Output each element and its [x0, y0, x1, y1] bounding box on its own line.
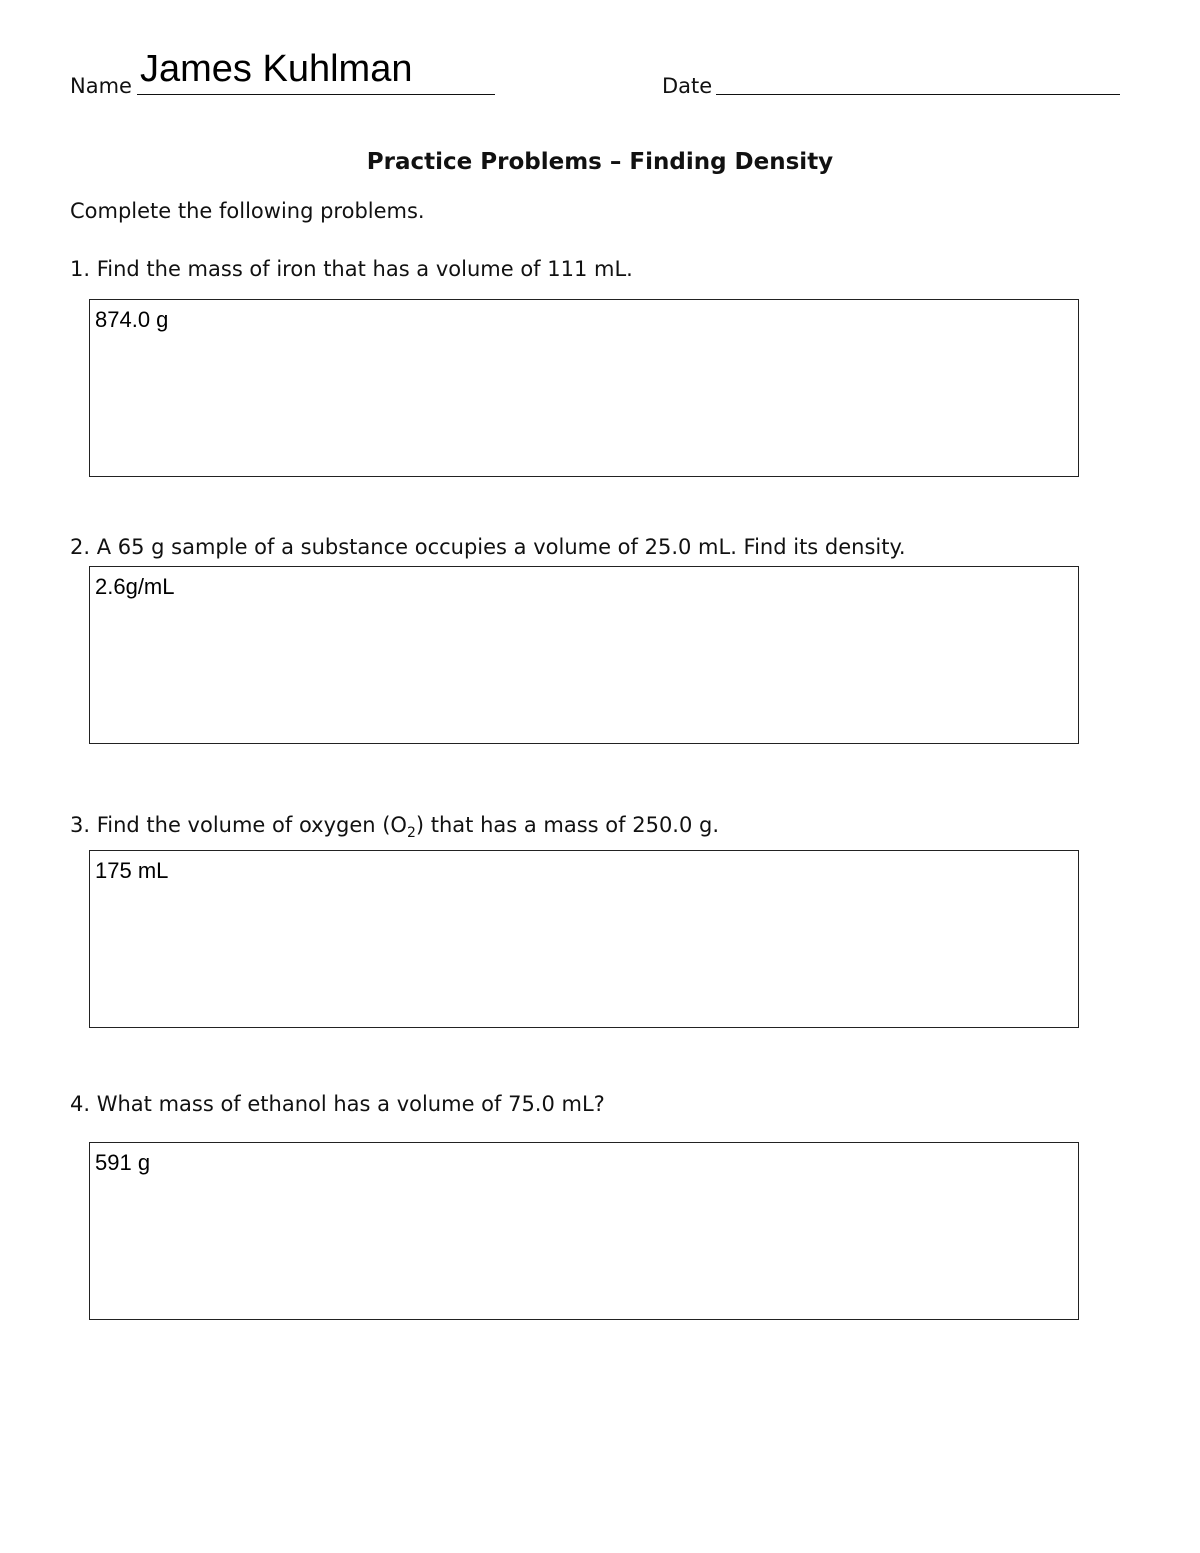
question-1: 1. Find the mass of iron that has a volume of 111 mL. [70, 257, 633, 281]
name-label: Name [70, 74, 132, 98]
page-title: Practice Problems – Finding Density [366, 149, 834, 175]
question-3-subscript: 2 [406, 825, 416, 842]
date-label: Date [662, 74, 713, 98]
question-2: 2. A 65 g sample of a substance occupies a volume of 25.0 mL. Find its density. [70, 535, 906, 559]
answer-box-3[interactable] [89, 850, 1079, 1028]
question-3-text-start: 3. Find the volume of oxygen (O [70, 813, 407, 837]
instructions: Complete the following problems. [70, 199, 425, 223]
name-underline [137, 94, 495, 95]
answer-box-1[interactable] [89, 299, 1079, 477]
date-underline [716, 94, 1120, 95]
name-field[interactable]: James Kuhlman [140, 48, 413, 90]
answer-4: 591 g [95, 1150, 151, 1175]
answer-2: 2.6g/mL [95, 574, 175, 599]
answer-1: 874.0 g [95, 307, 169, 332]
answer-box-2[interactable] [89, 566, 1079, 744]
answer-box-4[interactable] [89, 1142, 1079, 1320]
question-4: 4. What mass of ethanol has a volume of 75.0 mL? [70, 1092, 605, 1116]
answer-3: 175 mL [95, 858, 169, 883]
question-3-text-end: ) that has a mass of 250.0 g. [415, 813, 720, 837]
question-3 [70, 815, 719, 840]
